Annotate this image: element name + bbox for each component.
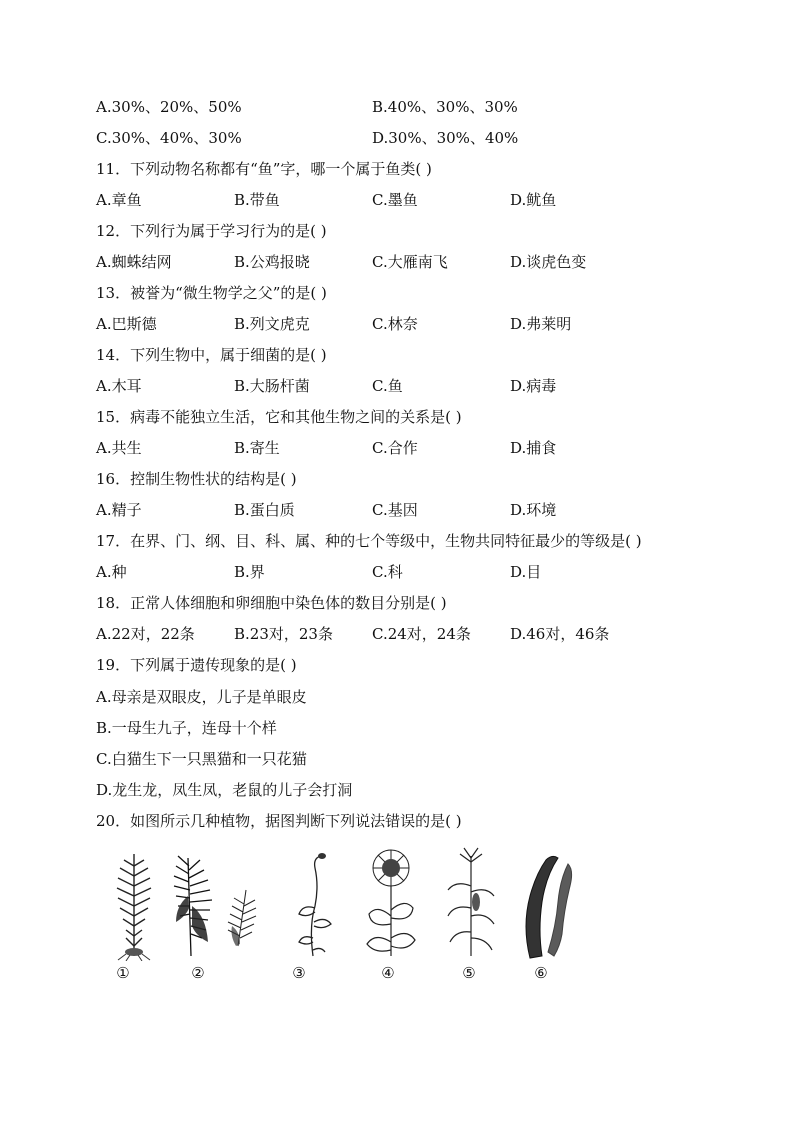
question-stem: 13．被誉为“微生物学之父”的是( )	[96, 284, 327, 302]
seedling-icon	[291, 846, 336, 961]
corn-icon	[446, 846, 496, 961]
moss-icon	[166, 846, 261, 961]
option-c: C.24对，24条	[372, 625, 471, 643]
option-b: B.蛋白质	[234, 501, 295, 519]
fern-icon	[106, 846, 162, 961]
option-d: D.鱿鱼	[510, 191, 557, 209]
q10-option-d: D.30%、30%、40%	[372, 129, 519, 147]
question-stem: 19．下列属于遗传现象的是( )	[96, 656, 297, 674]
option-c: C.白猫生下一只黑猫和一只花猫	[96, 750, 307, 768]
option-d: D.目	[510, 563, 542, 581]
question-stem: 14．下列生物中，属于细菌的是( )	[96, 346, 327, 364]
question-stem: 17．在界、门、纲、目、科、属、种的七个等级中，生物共同特征最少的等级是( )	[96, 532, 642, 550]
option-a: A.蜘蛛结网	[96, 253, 172, 271]
option-c: C.基因	[372, 501, 418, 519]
option-a: A.种	[96, 563, 127, 581]
question-stem: 20．如图所示几种植物，据图判断下列说法错误的是( )	[96, 812, 462, 830]
figure-label-6: ⑥	[534, 964, 548, 982]
option-c: C.鱼	[372, 377, 403, 395]
question-stem: 16．控制生物性状的结构是( )	[96, 470, 297, 488]
q10-option-c: C.30%、40%、30%	[96, 129, 242, 147]
option-b: B.一母生九子，连母十个样	[96, 719, 277, 737]
option-b: B.23对，23条	[234, 625, 333, 643]
option-c: C.林奈	[372, 315, 418, 333]
question-stem: 15．病毒不能独立生活，它和其他生物之间的关系是( )	[96, 408, 462, 426]
option-d: D.环境	[510, 501, 557, 519]
option-b: B.带鱼	[234, 191, 280, 209]
figure-label-2: ②	[191, 964, 205, 982]
option-d: D.捕食	[510, 439, 557, 457]
q10-option-b: B.40%、30%、30%	[372, 98, 518, 116]
option-a: A.母亲是双眼皮，儿子是单眼皮	[96, 688, 307, 706]
option-a: A.巴斯德	[96, 315, 157, 333]
option-a: A.木耳	[96, 377, 142, 395]
option-b: B.大肠杆菌	[234, 377, 310, 395]
option-a: A.章鱼	[96, 191, 142, 209]
option-d: D.病毒	[510, 377, 557, 395]
option-b: B.列文虎克	[234, 315, 310, 333]
option-b: B.公鸡报晓	[234, 253, 310, 271]
q10-option-a: A.30%、20%、50%	[96, 98, 242, 116]
option-c: C.合作	[372, 439, 418, 457]
option-a: A.共生	[96, 439, 142, 457]
question-stem: 18．正常人体细胞和卵细胞中染色体的数目分别是( )	[96, 594, 447, 612]
option-b: B.界	[234, 563, 265, 581]
option-a: A.精子	[96, 501, 142, 519]
option-c: C.大雁南飞	[372, 253, 448, 271]
figure-label-1: ①	[116, 964, 130, 982]
figure-label-3: ③	[292, 964, 306, 982]
plants-figure	[96, 846, 596, 991]
option-d: D.弗莱明	[510, 315, 572, 333]
option-c: C.墨鱼	[372, 191, 418, 209]
question-stem: 12．下列行为属于学习行为的是( )	[96, 222, 327, 240]
question-stem: 11．下列动物名称都有“鱼”字，哪一个属于鱼类( )	[96, 160, 432, 178]
figure-label-5: ⑤	[462, 964, 476, 982]
kelp-icon	[516, 846, 576, 961]
option-d: D.龙生龙，凤生凤，老鼠的儿子会打洞	[96, 781, 353, 799]
option-d: D.46对，46条	[510, 625, 610, 643]
figure-label-4: ④	[381, 964, 395, 982]
option-d: D.谈虎色变	[510, 253, 587, 271]
option-a: A.22对，22条	[96, 625, 195, 643]
sunflower-icon	[361, 846, 421, 961]
option-c: C.科	[372, 563, 403, 581]
option-b: B.寄生	[234, 439, 280, 457]
